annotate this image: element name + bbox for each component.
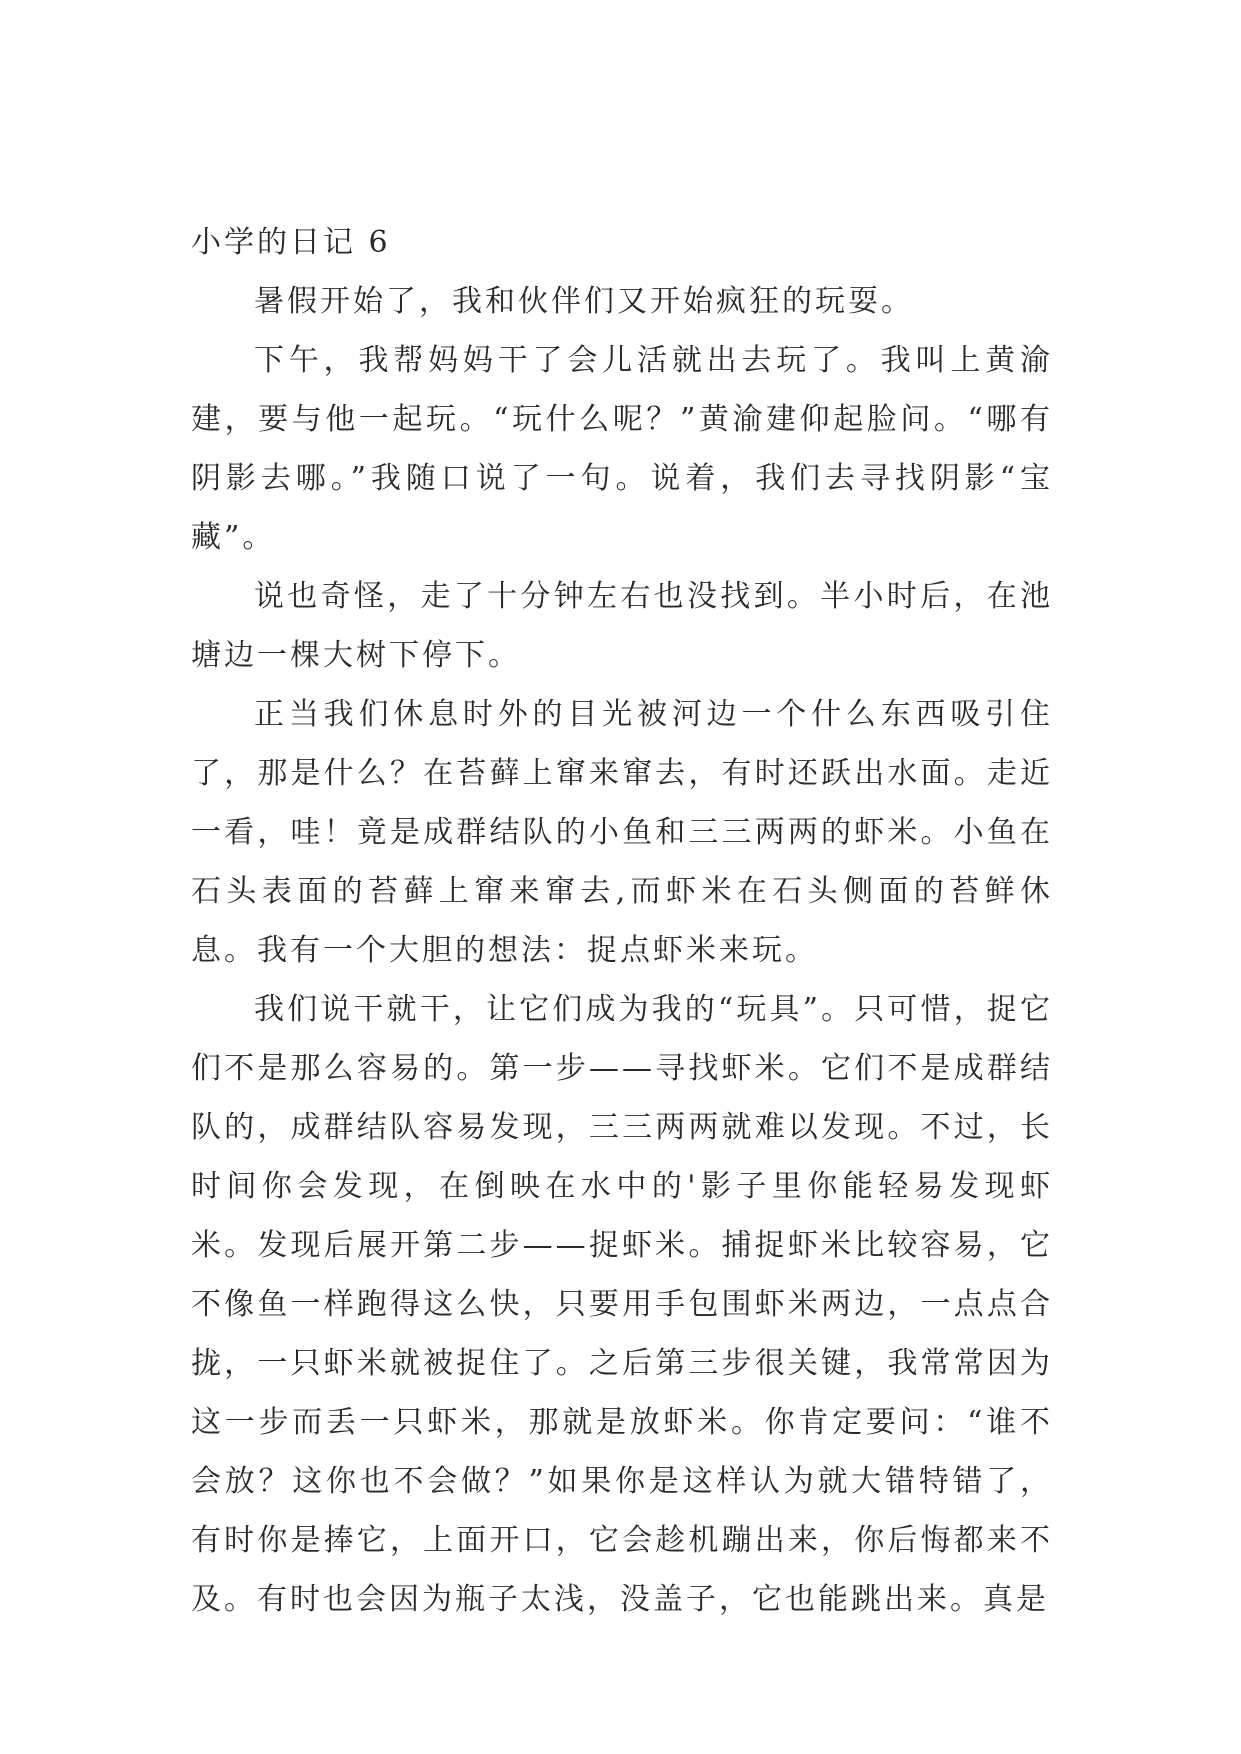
document-title: 小学的日记 6 (191, 225, 391, 260)
paragraph-1: 暑假开始了，我和伙伴们又开始疯狂的玩耍。 (254, 284, 914, 319)
paragraph-5: 我们说干就干，让它们成为我的“玩具”。只可惜，捉它们不是那么容易的。第一步——寻找虾米。它们不是成群结队的，成群结队容易发现，三三两两就难以发现。不过，长时间你会发现，在倒映在水中的'影子里你能轻易发现虾米。发现后展开第二步——捉虾米。捕捉虾米比较容易，它不像鱼一样跑得这么快，只要用手包围虾米两边，一点点合拢，一只虾米就被捉住了。之后第三步很关键，我常常因为这一步而丢一只虾米，那就是放虾米。你肯定要问：“谁不会放？这你也不会做？”如果你是这样认为就大错特错了，有时你是捧它，上面开口，它会趁机蹦出来，你后悔都来不及。有时也会因为瓶子太浅，没盖子，它也能跳出来。真是 (191, 992, 1053, 1617)
paragraph-4: 正当我们休息时外的目光被河边一个什么东西吸引住了，那是什么？在苔藓上窜来窜去，有时还跃出水面。走近一看，哇！竟是成群结队的小鱼和三三两两的虾米。小鱼在石头表面的苔藓上窜来窜去,而虾米在石头侧面的苔鲜休息。我有一个大胆的想法：捉点虾米来玩。 (191, 697, 1053, 968)
document-body (191, 213, 1053, 1629)
paragraph-3: 说也奇怪，走了十分钟左右也没找到。半小时后，在池塘边一棵大树下停下。 (191, 579, 1053, 673)
paragraph-2: 下午，我帮妈妈干了会儿活就出去玩了。我叫上黄渝建，要与他一起玩。“玩什么呢？”黄渝建仰起脸问。“哪有阴影去哪。”我随口说了一句。说着，我们去寻找阴影“宝藏”。 (191, 343, 1053, 555)
